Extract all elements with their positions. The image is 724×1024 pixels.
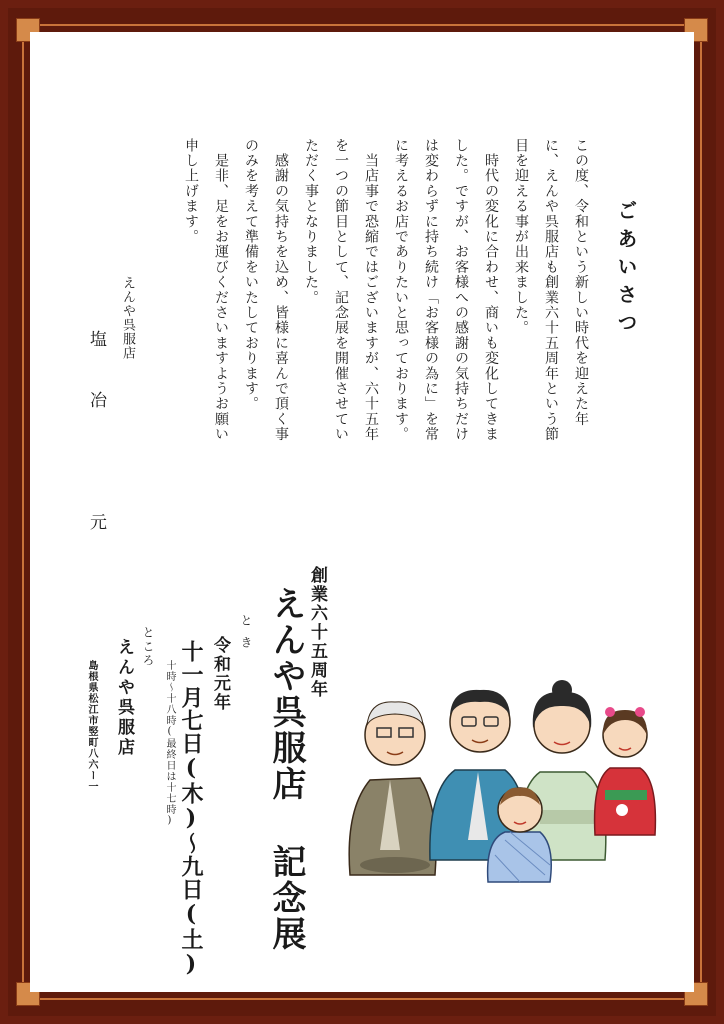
greeting-line: この度、令和という新しい時代を迎えた年: [573, 138, 589, 427]
greeting-line: した。ですが、お客様への感謝の気持ちだけ: [453, 138, 469, 442]
greeting-line: 時代の変化に合わせ、商いも変化してきま: [483, 138, 499, 442]
greeting-line: 感謝の気持ちを込め、皆様に喜んで頂く事: [273, 138, 289, 442]
greeting-line: 是非、足をお運びくださいますようお願い: [213, 138, 229, 442]
grandfather-figure: [349, 702, 436, 875]
event-dates: 十一月七日(木)〜九日(土): [178, 640, 204, 978]
signature-store: えんや呉服店: [120, 276, 135, 360]
event-address: 島根県松江市竪町八六ー一: [86, 660, 97, 792]
event-hours: 十時〜十八時(最終日は十七時): [164, 660, 175, 827]
greeting-line: 当店事で恐縮ではございますが、六十五年: [363, 138, 379, 442]
signature-name: 塩冶 元: [86, 330, 106, 574]
greeting-line: ただく事となりました。: [303, 138, 319, 306]
greeting-title: ごあいさつ: [614, 200, 638, 340]
event-place: えんや呉服店: [114, 638, 134, 758]
greeting-line: に考えるお店でありたいと思っております。: [393, 138, 409, 442]
event-subtitle: 創業六十五周年: [307, 566, 327, 699]
greeting-line: のみを考えて準備をいたしております。: [243, 138, 259, 412]
event-era: 令和元年: [210, 636, 230, 712]
family-in-kimono-illustration: [340, 660, 670, 885]
event-when-label: とき: [239, 614, 253, 658]
greeting-line: 申し上げます。: [183, 138, 199, 245]
event-title: えんや呉服店 記念展: [266, 586, 306, 952]
greeting-line: に、えんや呉服店も創業六十五周年という節: [543, 138, 559, 442]
greeting-line: は変わらずに持ち続け「お客様の為に」を常: [423, 138, 439, 442]
greeting-line: 目を迎える事が出来ました。: [513, 138, 529, 336]
event-where-label: ところ: [141, 626, 155, 668]
girl-figure: [595, 707, 656, 835]
greeting-line: を一つの節目として、記念展を開催させてい: [333, 138, 349, 442]
